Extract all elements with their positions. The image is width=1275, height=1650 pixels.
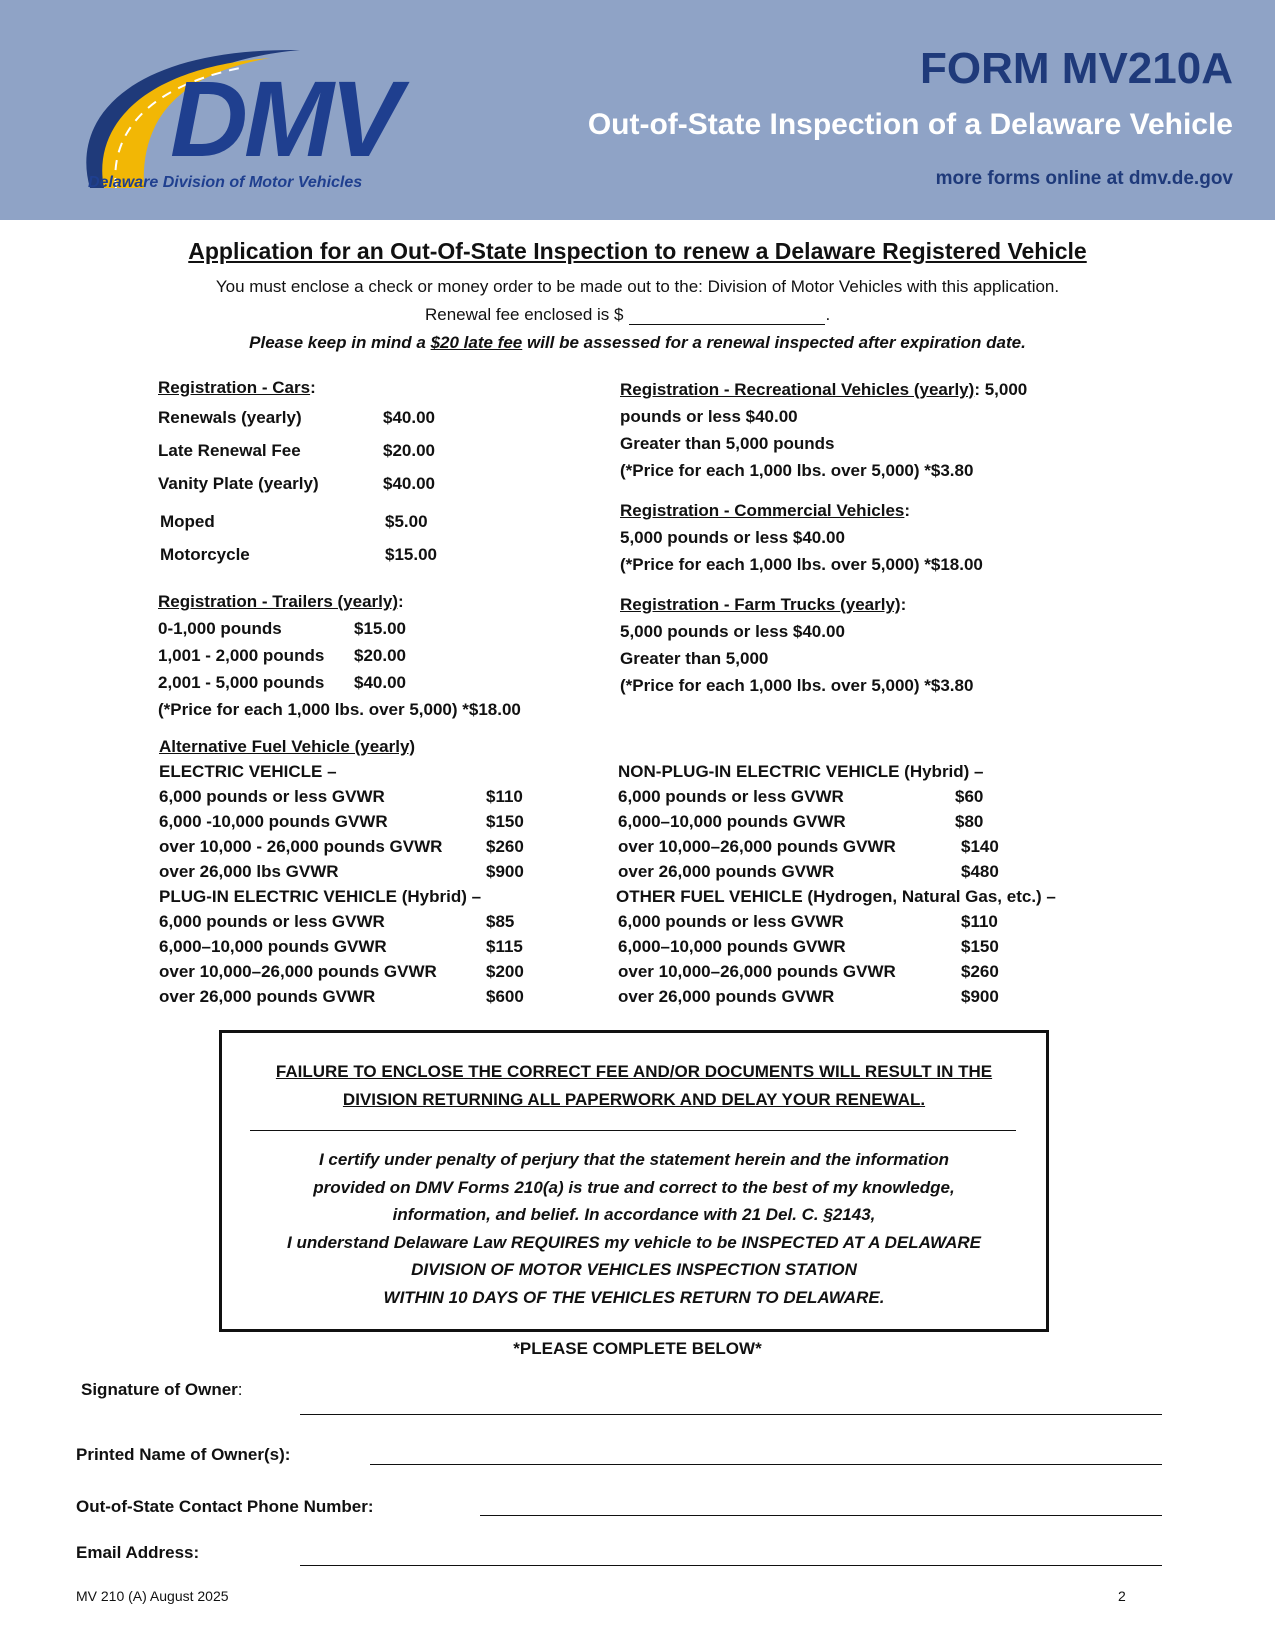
fee-amount: $40.00 [383,408,435,427]
fee-label: over 26,000 lbs GVWR [159,862,339,881]
certification-text [222,1146,1046,1311]
fee-row [159,909,515,934]
fee-label: 2,001 - 5,000 pounds [158,673,325,692]
payment-instruction: You must enclose a check or money order to be made out to the: Division of Motor Vehicles with this application. [215,277,1060,296]
signature-label [81,1380,243,1400]
form-number: FORM MV210A [920,44,1233,93]
fee-row [159,834,524,859]
plugin-heading: PLUG-IN ELECTRIC VEHICLE (Hybrid) – [159,887,482,906]
fee-label: 6,000–10,000 pounds GVWR [618,812,846,831]
renewal-fee-label: Renewal fee enclosed is $ [425,305,624,324]
certification-line: I certify under penalty of perjury that the statement herein and the information [318,1150,950,1169]
fee-row [618,984,1056,1009]
fee-row [618,959,1056,984]
notice-box [219,1030,1049,1332]
fee-label: 6,000 pounds or less GVWR [159,912,385,931]
fee-row [158,404,435,437]
email-label: Email Address: [76,1543,200,1562]
farm-title: Registration - Farm Trucks (yearly) [620,595,901,614]
certification-line: provided on DMV Forms 210(a) is true and correct to the best of my knowledge, [313,1177,955,1197]
recreational-title: Registration - Recreational Vehicles (yearly) [620,380,975,399]
fee-amount: $40.00 [354,673,406,692]
fee-label: over 10,000–26,000 pounds GVWR [618,962,896,981]
certification-line: I understand Delaware Law REQUIRES my vehicle to be INSPECTED AT A DELAWARE [287,1232,981,1252]
page-number: 2 [1118,1588,1126,1604]
warning-text [222,1058,1046,1114]
fee-row [159,984,524,1009]
cars-section: Registration - Cars: Renewals (yearly) $40.00 Late Renewal Fee $20.00 Vanity Plate (yearly) $40.00 Moped $5.00 Motorcycle $15.00 [158,374,319,574]
fee-row [158,642,521,669]
fee-row [618,834,1056,859]
fee-label: over 26,000 pounds GVWR [159,987,376,1006]
fee-amount: $115 [486,937,523,956]
farm-line: Greater than 5,000 [620,649,769,668]
dmv-logo [70,38,450,198]
trailers-title: Registration - Trailers (yearly) [158,592,398,611]
certification-line: WITHIN 10 DAYS OF THE VEHICLES RETURN TO DELAWARE. [383,1287,885,1307]
fee-label: over 10,000–26,000 pounds GVWR [618,837,896,856]
form-subtitle: Out-of-State Inspection of a Delaware Vehicle [587,108,1233,141]
warning-line: DIVISION RETURNING ALL PAPERWORK AND DELAY YOUR RENEWAL. [342,1090,926,1109]
logo-caption: Delaware Division of Motor Vehicles [88,174,363,191]
fee-row [159,934,523,959]
recreational-line: Greater than 5,000 pounds [620,434,835,453]
fee-amount: $900 [486,862,524,881]
farm-section: Registration - Farm Trucks (yearly): 5,000 pounds or less $40.00 Greater than 5,000 (*Price for each 1,000 lbs. over 5,000) *$3.80 [620,591,973,699]
fee-amount: $85 [486,912,515,931]
farm-line: 5,000 pounds or less $40.00 [620,622,845,641]
alt-fuel-right-section [618,759,1056,1009]
fee-label: 6,000 -10,000 pounds GVWR [159,812,388,831]
trailers-note: (*Price for each 1,000 lbs. over 5,000) *$18.00 [158,700,521,719]
application-title: Application for an Out-Of-State Inspection to renew a Delaware Registered Vehicle [188,238,1087,264]
form-revision: MV 210 (A) August 2025 [76,1588,229,1604]
fee-amount: $110 [486,787,523,806]
fee-row [159,959,524,984]
website-link[interactable]: more forms online at dmv.de.gov [935,168,1233,189]
fee-amount: $15.00 [385,545,437,564]
phone-label: Out-of-State Contact Phone Number: [76,1497,374,1516]
printed-name-field[interactable] [370,1464,1162,1465]
complete-below-heading: *PLEASE COMPLETE BELOW* [513,1339,762,1358]
printed-name-label: Printed Name of Owner(s): [76,1445,291,1464]
signature-label-text: Signature of Owner [81,1380,238,1399]
fee-label: 6,000 pounds or less GVWR [618,787,844,806]
fee-label: Vanity Plate (yearly) [158,474,319,493]
fee-label: 6,000 pounds or less GVWR [159,787,385,806]
fee-amount: $200 [486,962,524,981]
fee-row [618,859,1056,884]
late-fee-amount: $20 late fee [430,333,523,352]
header-banner [0,0,1275,220]
certification-line: DIVISION OF MOTOR VEHICLES INSPECTION STATION [411,1260,857,1279]
fee-label: 6,000–10,000 pounds GVWR [618,937,846,956]
fee-label: Late Renewal Fee [158,441,301,460]
fee-amount: $5.00 [385,512,428,531]
fee-label: over 10,000–26,000 pounds GVWR [159,962,437,981]
fee-row [160,508,428,541]
warning-line: FAILURE TO ENCLOSE THE CORRECT FEE AND/OR DOCUMENTS WILL RESULT IN THE [275,1062,993,1081]
email-field[interactable] [300,1565,1162,1566]
commercial-line: (*Price for each 1,000 lbs. over 5,000) *$18.00 [620,555,983,574]
cars-title: Registration - Cars [158,378,311,397]
renewal-fee-line: Renewal fee enclosed is $ . [425,305,831,324]
other-fuel-heading: OTHER FUEL VEHICLE (Hydrogen, Natural Gas, etc.) – [616,887,1056,906]
fee-label: 6,000–10,000 pounds GVWR [159,937,387,956]
fee-row [159,809,524,834]
farm-line: (*Price for each 1,000 lbs. over 5,000) *$3.80 [620,676,974,695]
phone-field[interactable] [480,1515,1162,1516]
logo-wordmark: DMV [170,58,398,179]
fee-row [618,934,1056,959]
fee-row [158,615,521,642]
fee-label: over 26,000 pounds GVWR [618,987,835,1006]
recreational-line: pounds or less $40.00 [620,407,798,426]
fee-amount: $600 [486,987,524,1006]
fee-amount: $260 [961,962,999,981]
fee-row [158,437,435,470]
fee-amount: $20.00 [383,441,435,460]
commercial-title: Registration - Commercial Vehicles [620,501,905,520]
fee-row [159,784,523,809]
late-fee-note [0,333,1275,353]
fee-label: 6,000 pounds or less GVWR [618,912,844,931]
fee-label: 1,001 - 2,000 pounds [158,646,325,665]
fee-row [158,669,521,696]
fee-label: Moped [160,512,215,531]
fee-amount: $480 [961,862,999,881]
renewal-fee-field[interactable] [629,309,825,325]
fee-amount: $900 [961,987,999,1006]
fee-row [158,470,435,508]
alt-fuel-title: Alternative Fuel Vehicle (yearly) [159,737,416,756]
signature-label-colon: : [237,1380,243,1399]
fee-label: over 26,000 pounds GVWR [618,862,835,881]
fee-label: Motorcycle [160,545,250,564]
commercial-section: Registration - Commercial Vehicles: 5,000 pounds or less $40.00 (*Price for each 1,000 lbs. over 5,000) *$18.00 [620,497,983,578]
certification-line: information, and belief. In accordance with 21 Del. C. §2143, [392,1205,876,1224]
fee-amount: $140 [961,837,999,856]
fee-amount: $150 [486,812,524,831]
signature-field[interactable] [300,1414,1162,1415]
recreational-section [620,376,1027,484]
fee-row [618,809,1056,834]
fee-amount: $15.00 [354,619,406,638]
fee-amount: $20.00 [354,646,406,665]
fee-row [618,784,1056,809]
fee-row [618,909,1056,934]
fee-amount: $150 [961,937,999,956]
alt-fuel-section [159,734,524,1009]
fee-amount: $60 [955,787,984,806]
fee-label: Renewals (yearly) [158,408,302,427]
late-fee-prefix: Please keep in mind a [249,333,431,352]
trailers-section: Registration - Trailers (yearly): 0-1,000 pounds $15.00 1,001 - 2,000 pounds $20.00 2,001 - 5,000 pounds $40.00 (*Price for each 1,000 lbs. over 5,000) *$18.00 [158,588,521,723]
fee-row [159,859,524,884]
electric-heading: ELECTRIC VEHICLE – [159,762,337,781]
fee-label: over 10,000 - 26,000 pounds GVWR [159,837,443,856]
fee-amount: $40.00 [383,474,435,493]
divider [250,1130,1016,1131]
fee-amount: $110 [961,912,998,931]
fee-label: 0-1,000 pounds [158,619,282,638]
commercial-line: 5,000 pounds or less $40.00 [620,528,845,547]
recreational-line: (*Price for each 1,000 lbs. over 5,000) *$3.80 [620,461,974,480]
fee-row [160,541,437,574]
fee-amount: $80 [955,812,984,831]
recreational-title-suffix: : 5,000 [974,380,1028,399]
late-fee-suffix: will be assessed for a renewal inspected after expiration date. [522,333,1026,352]
nonplugin-heading: NON-PLUG-IN ELECTRIC VEHICLE (Hybrid) – [618,762,984,781]
fee-amount: $260 [486,837,524,856]
